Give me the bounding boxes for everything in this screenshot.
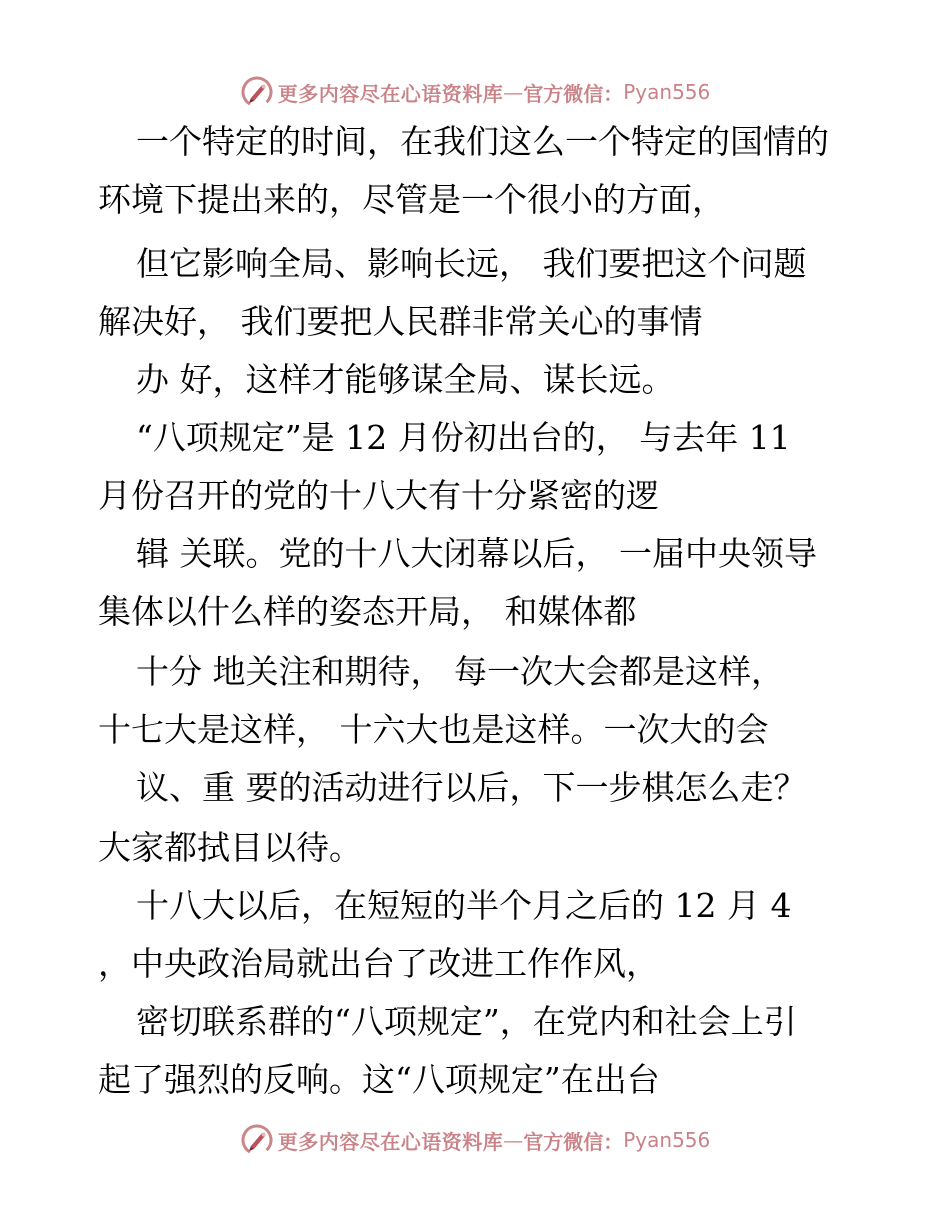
text-line-4: 解决好， 我们要把人民群非常关心的事情 bbox=[98, 302, 703, 341]
text-line-11: 十七大是这样， 十六大也是这样。一次大的会 bbox=[98, 710, 769, 749]
text-line-16: 密切联系群的“八项规定”，在党内和社会上引 bbox=[136, 1002, 797, 1041]
brand-logo-icon bbox=[240, 1123, 274, 1157]
header-brand-text: 更多内容尽在心语资料库 bbox=[277, 81, 504, 106]
text-line-5: 办 好，这样才能够谋全局、谋长远。 bbox=[136, 360, 675, 399]
text-line-14: 十八大以后，在短短的半个月之后的 12 月 4 bbox=[136, 886, 792, 925]
text-line-7: 月份召开的党的十八大有十分紧密的逻 bbox=[98, 476, 659, 515]
header-wechat-label: 官方微信： bbox=[523, 81, 624, 106]
footer-brand-text: 更多内容尽在心语资料库 bbox=[277, 1129, 504, 1154]
footer-dash: — bbox=[503, 1128, 524, 1152]
text-line-2: 环境下提出来的，尽管是一个很小的方面， bbox=[98, 180, 725, 219]
text-line-9: 集体以什么样的姿态开局， 和媒体都 bbox=[98, 592, 637, 631]
text-line-8: 辑 关联。党的十八大闭幕以后， 一届中央领导 bbox=[136, 534, 817, 573]
text-line-12: 议、重 要的活动进行以后，下一步棋怎么走？ bbox=[136, 768, 807, 807]
text-line-15: ，中央政治局就出台了改进工作作风， bbox=[98, 944, 659, 983]
footer-watermark bbox=[0, 1120, 950, 1160]
text-line-13: 大家都拭目以待。 bbox=[98, 828, 362, 867]
text-line-10: 十分 地关注和期待， 每一次大会都是这样， bbox=[136, 652, 784, 691]
text-line-3: 但它影响全局、影响长远， 我们要把这个问题 bbox=[136, 244, 807, 283]
header-dash: — bbox=[503, 80, 524, 104]
text-line-1: 一个特定的时间，在我们这么一个特定的国情的 bbox=[136, 122, 829, 161]
text-line-17: 起了强烈的反响。这“八项规定”在出台 bbox=[98, 1060, 660, 1099]
header-wechat-id: Pyan556 bbox=[623, 80, 711, 104]
footer-wechat-id: Pyan556 bbox=[623, 1128, 711, 1152]
text-line-6: “八项规定”是 12 月份初出台的， 与去年 11 bbox=[136, 418, 791, 457]
footer-wechat-label: 官方微信： bbox=[523, 1129, 624, 1154]
brand-logo-icon bbox=[240, 75, 274, 109]
header-watermark bbox=[0, 72, 950, 112]
